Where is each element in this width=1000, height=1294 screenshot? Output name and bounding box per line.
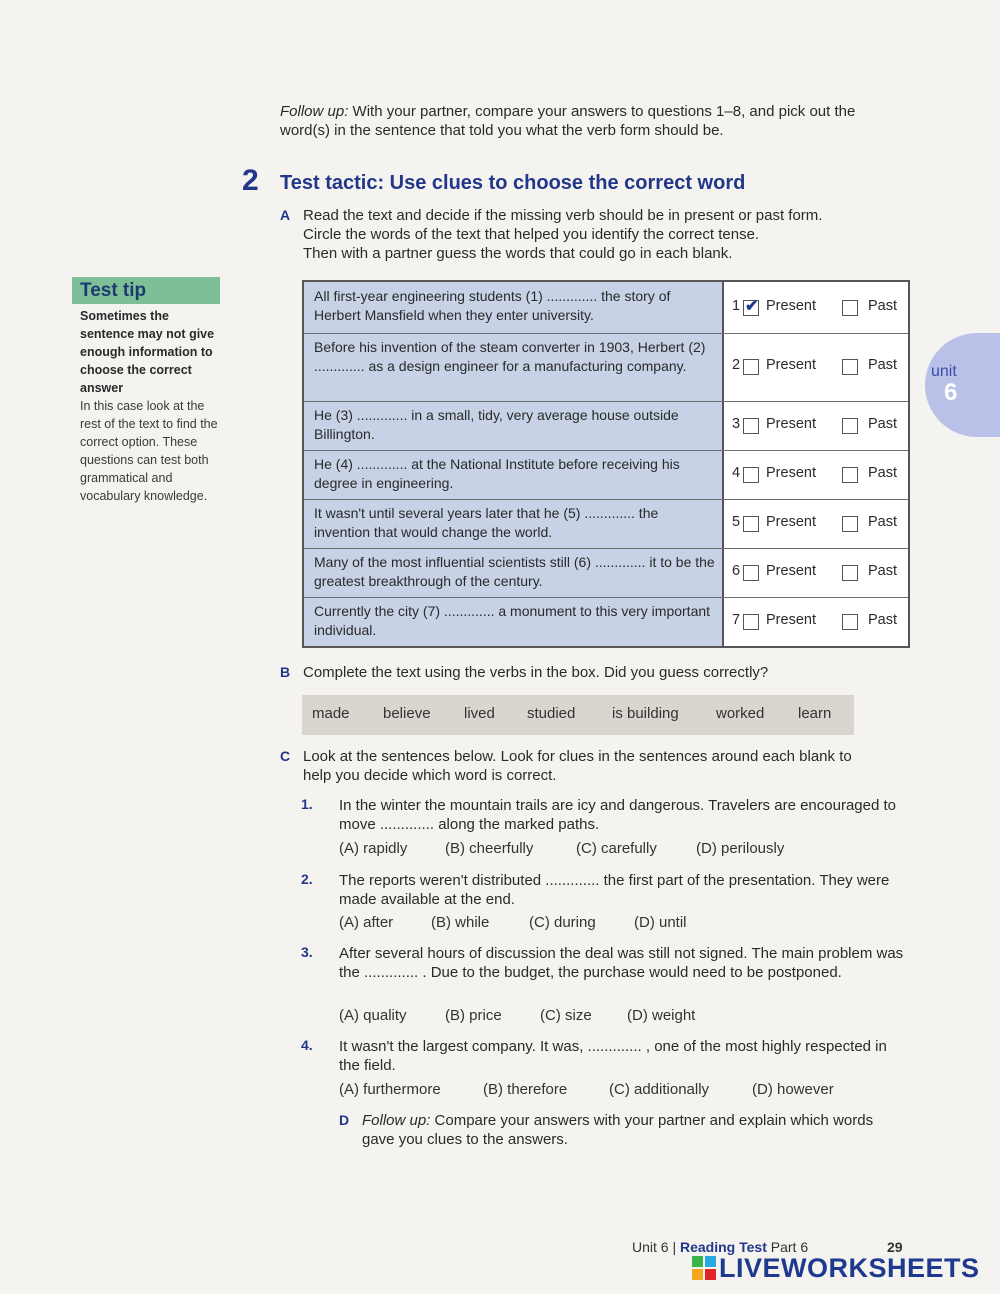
row-divider (304, 548, 908, 549)
part-b-text: Complete the text using the verbs in the box. Did you guess correctly? (303, 664, 769, 681)
test-tip-heading (72, 277, 220, 304)
option-d[interactable]: (D) however (752, 1081, 834, 1098)
past-checkbox[interactable] (842, 359, 858, 375)
option-b[interactable]: (B) price (445, 1007, 502, 1024)
brand-text: LIVEWORKSHEETS (719, 1253, 980, 1283)
option-c[interactable]: (C) during (529, 914, 596, 931)
option-d[interactable]: (D) perilously (696, 840, 785, 857)
question-4 (301, 1037, 911, 1105)
verb-item: believe (383, 705, 431, 722)
follow-up-text: With your partner, compare your answers to questions 1–8, and pick out the word(s) in the sentence that told you what the verb form should be. (280, 103, 856, 139)
part-c-line-1: Look at the sentences below. Look for clues in the sentences around each blank to (303, 748, 852, 765)
part-d-label: Follow up: (362, 1112, 431, 1129)
tense-table (302, 280, 910, 648)
present-label: Present (766, 416, 816, 432)
liveworksheets-logo-icon (692, 1256, 716, 1280)
row-number: 6 (732, 563, 741, 579)
row-number: 1 (732, 298, 741, 314)
option-a[interactable]: (A) rapidly (339, 840, 408, 857)
footer-part: Part 6 (770, 1239, 809, 1255)
footer-section: Reading Test (680, 1239, 767, 1255)
table-row-text: He (4) ............. at the National Institute before receiving his degree in engineering. (314, 456, 680, 491)
past-checkbox[interactable] (842, 467, 858, 483)
part-a-line-1: Read the text and decide if the missing verb should be in present or past form. (303, 207, 823, 224)
part-d-letter: D (339, 1112, 350, 1128)
question-number: 1. (301, 796, 313, 812)
question-text: It wasn't the largest company. It was, ............. , one of the most highly respected in the field. (339, 1038, 887, 1074)
row-divider (304, 450, 908, 451)
row-number: 4 (732, 465, 741, 481)
option-b[interactable]: (B) cheerfully (445, 840, 534, 857)
option-b[interactable]: (B) therefore (483, 1081, 568, 1098)
table-row-text: It wasn't until several years later that he (5) ............. the invention that would change the world. (314, 505, 659, 540)
part-a-line-2: Circle the words of the text that helped you identify the correct tense. (303, 226, 760, 243)
question-text: The reports weren't distributed ............. the first part of the presentation. They were made available at the end. (339, 872, 890, 908)
option-d[interactable]: (D) until (634, 914, 687, 931)
verb-item: lived (464, 705, 495, 722)
past-label: Past (868, 416, 898, 432)
option-d[interactable]: (D) weight (627, 1007, 696, 1024)
verb-item: studied (527, 705, 576, 722)
question-1 (301, 796, 911, 864)
table-row-text: Before his invention of the steam converter in 1903, Herbert (2) ............. as a design engineer for a manufacturing company. (314, 339, 706, 374)
present-checkbox[interactable] (743, 359, 759, 375)
present-checkbox[interactable] (743, 418, 759, 434)
part-d-text: Compare your answers with your partner and explain which words gave you clues to the answers. (362, 1112, 874, 1148)
option-a[interactable]: (A) quality (339, 1007, 407, 1024)
past-label: Past (868, 563, 898, 579)
present-label: Present (766, 612, 816, 628)
past-label: Past (868, 465, 898, 481)
row-number: 5 (732, 514, 741, 530)
row-divider (304, 333, 908, 334)
option-c[interactable]: (C) size (540, 1007, 592, 1024)
row-divider (304, 401, 908, 402)
part-a-instructions (280, 206, 900, 266)
verb-item: is building (612, 705, 679, 722)
row-divider (304, 499, 908, 500)
table-row-text: Currently the city (7) ............. a monument to this very important individual. (314, 603, 711, 638)
checkmark-icon: ✔ (745, 298, 759, 315)
past-label: Past (868, 357, 898, 373)
part-a-letter: A (280, 207, 291, 223)
tense-choice-row (732, 465, 902, 485)
question-text: After several hours of discussion the deal was still not signed. The main problem was the ............. . Due to the budget, the purchase would need to be postponed. (339, 945, 904, 981)
part-b-letter: B (280, 664, 291, 680)
past-label: Past (868, 612, 898, 628)
question-number: 3. (301, 944, 313, 960)
option-a[interactable]: (A) furthermore (339, 1081, 441, 1098)
table-row-text: All first-year engineering students (1) ............. the story of Herbert Mansfield when they enter university. (314, 288, 671, 323)
row-number: 2 (732, 357, 741, 373)
present-checkbox[interactable] (743, 614, 759, 630)
follow-up-instruction (280, 102, 900, 140)
present-label: Present (766, 298, 816, 314)
test-tip-body (80, 307, 220, 505)
present-label: Present (766, 357, 816, 373)
follow-up-label: Follow up: (280, 103, 349, 120)
unit-label: unit (931, 363, 957, 380)
table-row-text: He (3) ............. in a small, tidy, very average house outside Billington. (314, 407, 679, 442)
present-label: Present (766, 465, 816, 481)
present-checkbox[interactable] (743, 467, 759, 483)
row-divider (304, 597, 908, 598)
part-b-instructions (280, 663, 900, 682)
tense-choice-row (732, 612, 902, 632)
part-a-line-3: Then with a partner guess the words that could go in each blank. (303, 245, 733, 262)
part-c-instructions (280, 747, 910, 784)
present-checkbox[interactable] (743, 565, 759, 581)
liveworksheets-watermark (692, 1253, 980, 1284)
past-label: Past (868, 298, 898, 314)
present-label: Present (766, 514, 816, 530)
option-c[interactable]: (C) carefully (576, 840, 657, 857)
verb-item: made (312, 705, 350, 722)
present-label: Present (766, 563, 816, 579)
question-3 (301, 944, 911, 1030)
verb-item: worked (716, 705, 765, 722)
page-number: 29 (887, 1239, 903, 1255)
present-checkbox[interactable] (743, 516, 759, 532)
present-checkbox[interactable] (743, 300, 759, 316)
question-number: 2. (301, 871, 313, 887)
row-number: 3 (732, 416, 741, 432)
past-label: Past (868, 514, 898, 530)
section-title: Test tactic: Use clues to choose the correct word (280, 172, 746, 194)
tense-choice-row (732, 563, 902, 583)
option-b[interactable]: (B) while (431, 914, 490, 931)
verb-item: learn (798, 705, 832, 722)
option-c[interactable]: (C) additionally (609, 1081, 710, 1098)
tense-choice-row (732, 298, 902, 318)
past-checkbox[interactable] (842, 300, 858, 316)
section-number: 2 (242, 164, 259, 197)
table-row-text: Many of the most influential scientists still (6) ............. it to be the greatest breakthrough of the century. (314, 554, 715, 589)
tense-choice-row (732, 514, 902, 534)
question-number: 4. (301, 1037, 313, 1053)
test-tip-text: In this case look at the rest of the text to find the correct option. These questions can test both grammatical and vocabulary knowledge. (80, 399, 218, 503)
unit-number: 6 (944, 379, 958, 406)
past-checkbox[interactable] (842, 418, 858, 434)
footer-unit: Unit 6 | (632, 1239, 677, 1255)
part-c-letter: C (280, 748, 291, 764)
past-checkbox[interactable] (842, 614, 858, 630)
test-tip-bold: Sometimes the sentence may not give enough information to choose the correct answer (80, 309, 215, 395)
option-a[interactable]: (A) after (339, 914, 394, 931)
verb-box (302, 695, 854, 735)
question-text: In the winter the mountain trails are icy and dangerous. Travelers are encouraged to move ............. along the marked paths. (339, 797, 896, 833)
past-checkbox[interactable] (842, 516, 858, 532)
row-number: 7 (732, 612, 741, 628)
past-checkbox[interactable] (842, 565, 858, 581)
tense-choice-row (732, 416, 902, 436)
question-2 (301, 871, 911, 939)
unit-tab (925, 333, 1000, 437)
part-c-line-2: help you decide which word is correct. (303, 767, 557, 784)
test-tip-title: Test tip (80, 280, 147, 301)
tense-choice-row (732, 357, 902, 377)
